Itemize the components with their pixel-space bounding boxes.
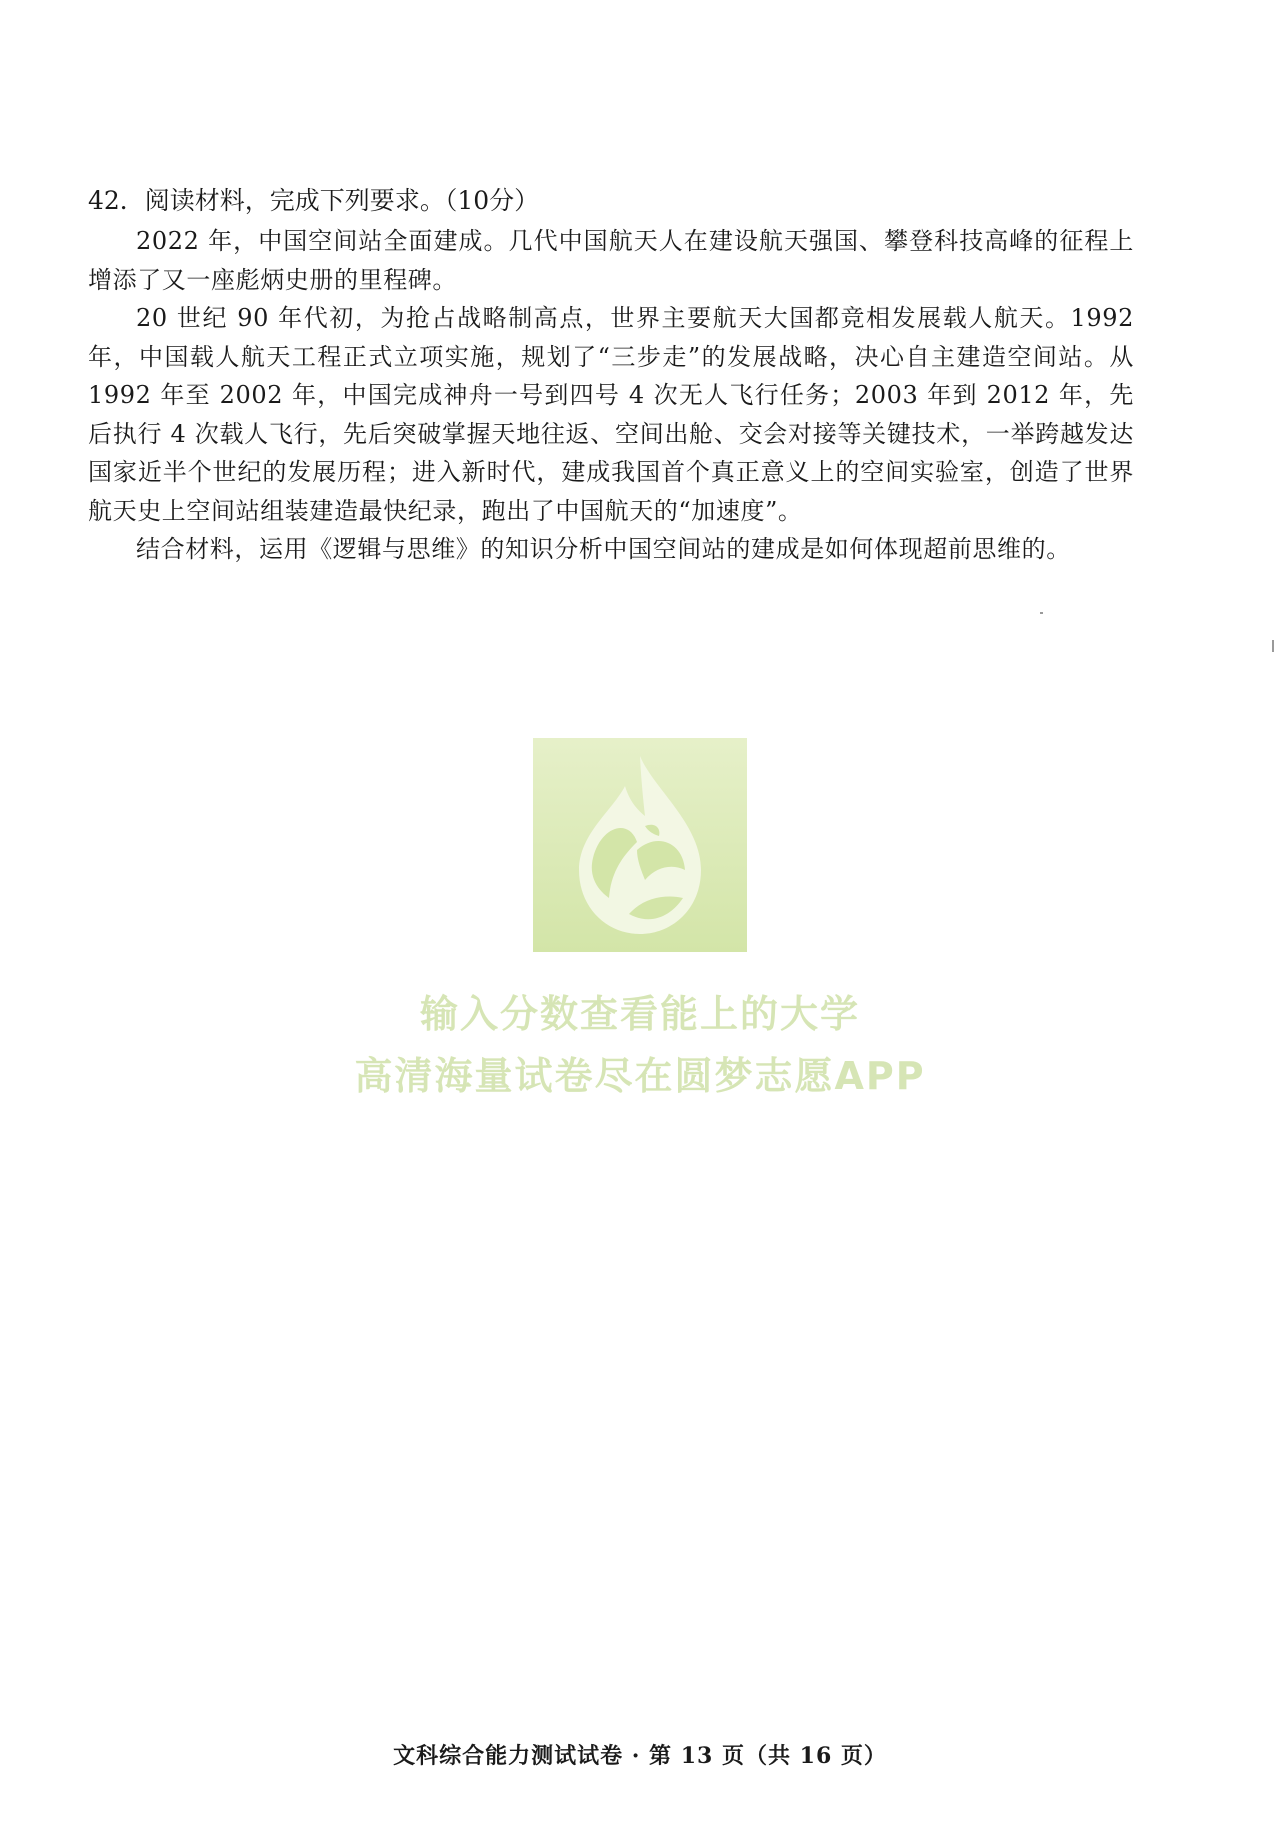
dove-flame-logo-icon bbox=[533, 738, 747, 952]
question-42 bbox=[88, 182, 1134, 569]
scan-speck bbox=[1040, 612, 1043, 614]
question-prompt: 结合材料，运用《逻辑与思维》的知识分析中国空间站的建成是如何体现超前思维的。 bbox=[136, 535, 1071, 563]
scan-speck bbox=[1272, 640, 1274, 652]
material-paragraph-1: 2022 年，中国空间站全面建成。几代中国航天人在建设航天强国、攀登科技高峰的征程上增添了又一座彪炳史册的里程碑。 bbox=[88, 227, 1134, 294]
watermark-line-2: 高清海量试卷尽在圆梦志愿APP bbox=[354, 1054, 926, 1098]
watermark-line-1: 输入分数查看能上的大学 bbox=[419, 992, 860, 1036]
watermark bbox=[0, 738, 1280, 1102]
question-heading: 42．阅读材料，完成下列要求。（10分） bbox=[88, 186, 540, 215]
material-paragraph-2: 20 世纪 90 年代初，为抢占战略制高点，世界主要航天大国都竞相发展载人航天。1992 年，中国载人航天工程正式立项实施，规划了“三步走”的发展战略，决心自主建造空间站。从 1992 年至 2002 年，中国完成神舟一号到四号 4 次无人飞行任务；2003 年到 2012 年，先后执行 4 次载人飞行，先后突破掌握天地往返、空间出舱、交会对接等关键技术，一举跨越发达国家近半个世纪的发展历程；进入新时代，建成我国首个真正意义上的空间实验室，创造了世界航天史上空间站组装建造最快纪录，跑出了中国航天的“加速度”。 bbox=[88, 304, 1134, 525]
page-footer: 文科综合能力测试试卷 · 第 13 页（共 16 页） bbox=[393, 1743, 887, 1769]
